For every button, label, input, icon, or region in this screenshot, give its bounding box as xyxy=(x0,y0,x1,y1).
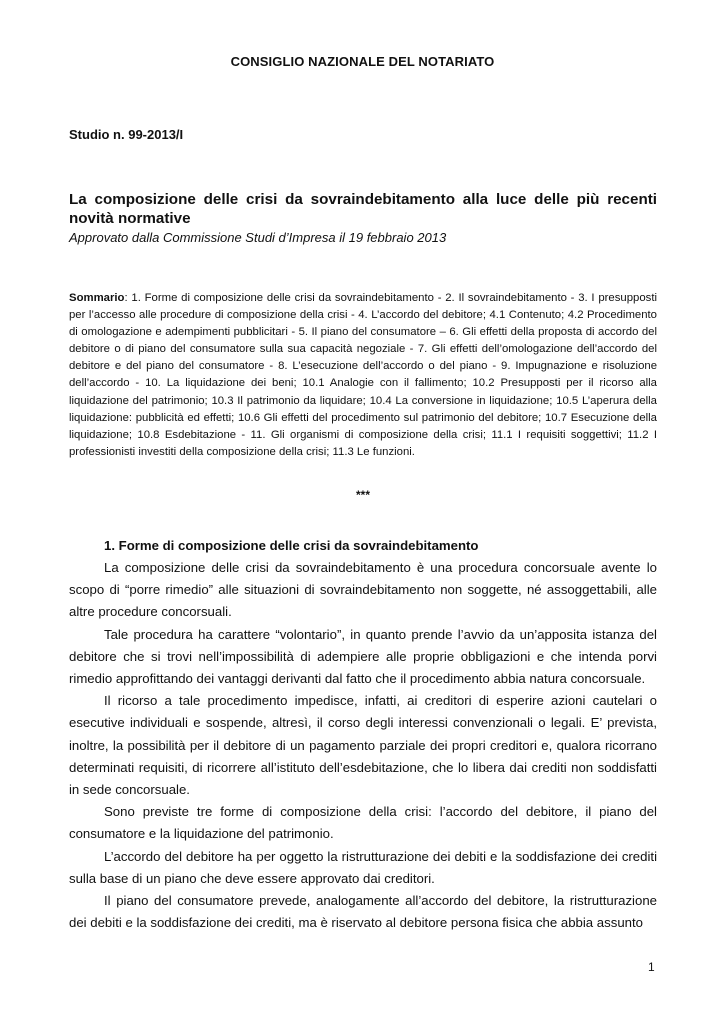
section-title: 1. Forme di composizione delle crisi da sovraindebitamento xyxy=(104,538,479,553)
paragraph: Tale procedura ha carattere “volontario”, in quanto prende l’avvio da un’apposita istanza del debitore che si trovi nell’impossibilità di adempiere alle proprie obbligazioni e che intenda porvi rimedio approfittando dei vantaggi derivanti dal fatto che il procedimento abbia natura concorsuale. xyxy=(69,626,657,687)
paragraph: L’accordo del debitore ha per oggetto la ristrutturazione dei debiti e la soddisfazione dei crediti sulla base di un piano che deve essere approvato dai creditori. xyxy=(69,848,657,886)
summary-label: Sommario xyxy=(69,292,125,304)
document-title: La composizione delle crisi da sovraindebitamento alla luce delle più recenti novità normative xyxy=(69,191,657,227)
paragraph: Il piano del consumatore prevede, analogamente all’accordo del debitore, la ristrutturazione dei debiti e la soddisfazione dei crediti, ma è riservato al debitore persona fisica che abbia assunto xyxy=(69,893,657,931)
section-separator: *** xyxy=(355,488,370,502)
document-header: CONSIGLIO NAZIONALE DEL NOTARIATO xyxy=(230,54,495,69)
page-number: 1 xyxy=(648,960,655,974)
paragraph: La composizione delle crisi da sovraindebitamento è una procedura concorsuale avente lo scopo di “porre rimedio” alle situazioni di sovraindebitamento non soggette, né assoggettabili, alle altre procedure concorsuali. xyxy=(69,560,657,620)
body-text xyxy=(69,557,657,934)
summary-text: : 1. Forme di composizione delle crisi da sovraindebitamento - 2. Il sovraindebitamento - 3. I presupposti per l’accesso alle procedure di composizione della crisi - 4. L’accordo del debitore; 4.1 Contenuto; 4.2 Procedimento di omologazione e adempimenti pubblicitari - 5. Il piano del consumatore – 6. Gli effetti della proposta di accordo del debitore o di piano del consumatore sulla sua capacità negoziale - 7. Gli effetti dell’omologazione dell’accordo del debitore e del piano del consumatore - 8. L’esecuzione dell’accordo o del piano - 9. Impugnazione e risoluzione dell’accordo - 10. La liquidazione dei beni; 10.1 Analogie con il fallimento; 10.2 Presupposti per il ricorso alla liquidazione del patrimonio; 10.3 Il patrimonio da liquidare; 10.4 La conversione in liquidazione; 10.5 L’aperura della liquidazione: pubblicità ed effetti; 10.6 Gli effetti del procedimento sul patrimonio del debitore; 10.7 Esecuzione della liquidazione; 10.8 Esdebitazione - 11. Gli organismi di composizione della crisi; 11.1 I requisiti soggettivi; 11.2 I professionisti investiti della composizione della crisi; 11.3 Le funzioni. xyxy=(69,292,657,458)
studio-number: Studio n. 99-2013/I xyxy=(69,127,184,142)
paragraph: Sono previste tre forme di composizione della crisi: l’accordo del debitore, il piano del consumatore e la liquidazione del patrimonio. xyxy=(69,804,657,842)
paragraph: Il ricorso a tale procedimento impedisce, infatti, ai creditori di esperire azioni cautelari o esecutive individuali e sospende, altresì, il corso degli interessi convenzionali o legali. E’ prevista, inoltre, la possibilità per il debitore di un pagamento parziale dei propri creditori e, qualora ricorrano determinati requisiti, di ricorrere all’istituto dell’esdebitazione, che lo libera dai crediti non soddisfatti in sede concorsuale. xyxy=(69,693,657,798)
summary-block xyxy=(69,290,657,461)
approval-note: Approvato dalla Commissione Studi d’Impresa il 19 febbraio 2013 xyxy=(69,230,447,245)
